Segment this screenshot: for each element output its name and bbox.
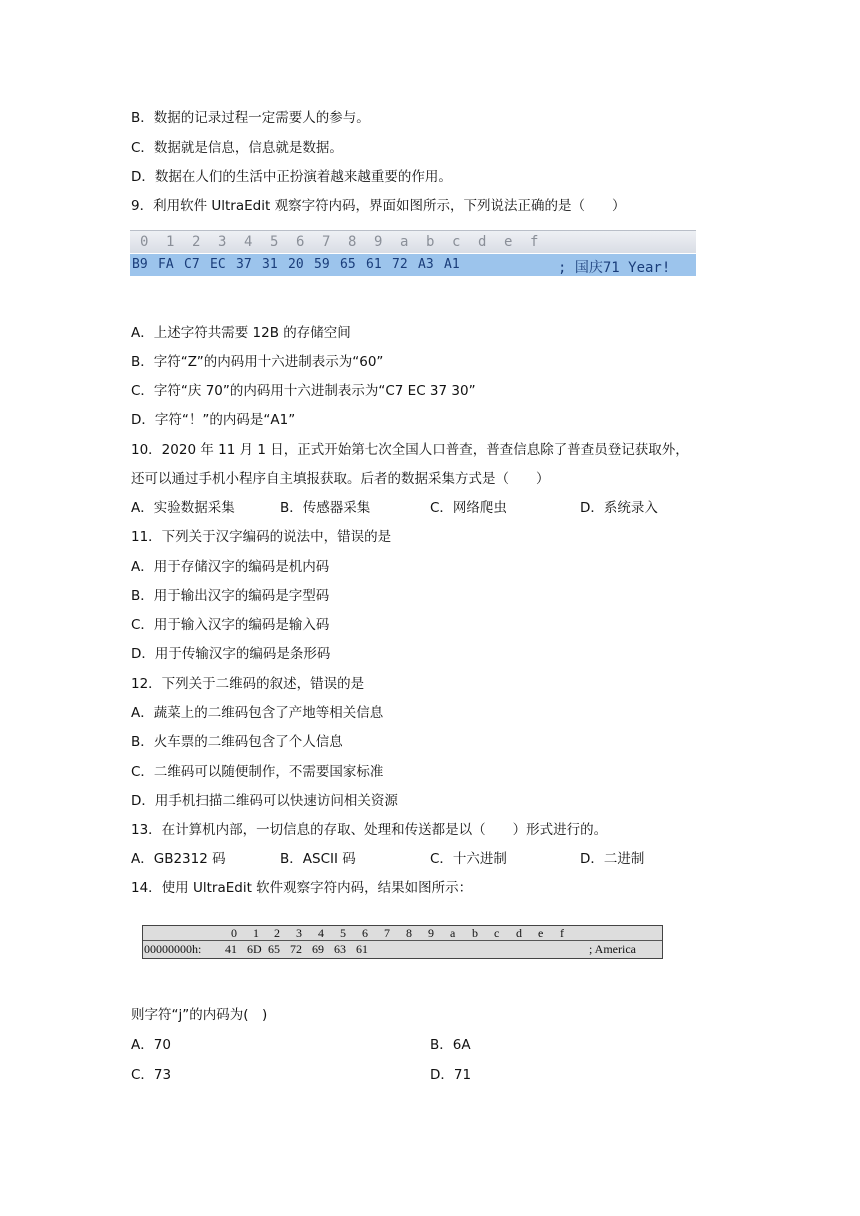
hex-col-label: 8 [406, 926, 412, 940]
hex-col-label: 6 [362, 926, 368, 940]
hex-col-label: 2 [192, 234, 201, 250]
hex-byte: A1 [444, 257, 460, 272]
hex-text-column: ; America [589, 942, 636, 956]
q9-option-b: B．字符“Z”的内码用十六进制表示为“60” [131, 354, 384, 370]
hex-col-label: 9 [428, 926, 434, 940]
hex-byte: EC [210, 257, 226, 272]
hex-data-row [130, 254, 696, 276]
q11-option-b: B．用于输出汉字的编码是字型码 [131, 588, 330, 604]
q10-stem-line2: 还可以通过手机小程序自主填报获取。后者的数据采集方式是（ ） [131, 471, 550, 487]
hex-col-label: 1 [253, 926, 259, 940]
q14-option: B．6A [430, 1037, 471, 1053]
hex-byte: FA [158, 257, 174, 272]
hex-byte: 72 [392, 257, 408, 272]
hex-byte: 31 [262, 257, 278, 272]
hex-col-label: d [478, 234, 487, 250]
q12-option-d: D．用手机扫描二维码可以快速访问相关资源 [131, 793, 398, 809]
hex-byte: 72 [290, 942, 302, 956]
hex-col-label: 9 [374, 234, 383, 250]
hex-col-label: 2 [274, 926, 280, 940]
q14-question: 则字符“j”的内码为( ) [131, 1007, 268, 1023]
hex-col-label: a [400, 234, 409, 250]
hex-col-label: 7 [384, 926, 390, 940]
q10-option: B．传感器采集 [280, 500, 371, 516]
q14-option: A．70 [131, 1037, 171, 1053]
q10-option: A．实验数据采集 [131, 500, 235, 516]
hex-col-label: 6 [296, 234, 305, 250]
q14-stem: 14．使用 UltraEdit 软件观察字符内码，结果如图所示： [131, 880, 473, 896]
hex-col-label: 3 [296, 926, 302, 940]
hex-byte: 37 [236, 257, 252, 272]
hex-col-label: 0 [231, 926, 237, 940]
q9-option-a: A．上述字符共需要 12B 的存储空间 [131, 325, 351, 341]
hex-col-label: 3 [218, 234, 227, 250]
hex-col-label: 5 [340, 926, 346, 940]
hex-text-column: ; 国庆71 Year! [558, 260, 671, 276]
q8-option-b: B．数据的记录过程一定需要人的参与。 [131, 110, 370, 126]
q11-option-c: C．用于输入汉字的编码是输入码 [131, 617, 330, 633]
q11-option-d: D．用于传输汉字的编码是条形码 [131, 646, 331, 662]
q10-option: C．网络爬虫 [430, 500, 507, 516]
q11-option-a: A．用于存储汉字的编码是机内码 [131, 559, 330, 575]
hex-col-label: 5 [270, 234, 279, 250]
hex-header-row [143, 926, 662, 941]
hex-col-label: 7 [322, 234, 331, 250]
hex-col-label: c [494, 926, 500, 940]
hex-col-label: 0 [140, 234, 149, 250]
hex-byte: 63 [334, 942, 346, 956]
hex-byte: 61 [366, 257, 382, 272]
hex-address: 00000000h: [144, 942, 202, 956]
q12-option-c: C．二维码可以随便制作，不需要国家标准 [131, 764, 384, 780]
hex-col-label: d [516, 926, 522, 940]
q13-stem: 13．在计算机内部，一切信息的存取、处理和传送都是以（ ）形式进行的。 [131, 822, 608, 838]
q11-stem: 11．下列关于汉字编码的说法中，错误的是 [131, 529, 392, 545]
q13-option: B．ASCII 码 [280, 851, 356, 867]
hex-byte: 59 [314, 257, 330, 272]
q9-option-d: D．字符“！”的内码是“A1” [131, 412, 296, 428]
hex-byte: B9 [132, 257, 148, 272]
hex-byte: A3 [418, 257, 434, 272]
hex-col-label: 1 [166, 234, 175, 250]
hex-byte: 61 [356, 942, 368, 956]
hex-col-label: 4 [318, 926, 324, 940]
q10-option: D．系统录入 [580, 500, 658, 516]
hex-col-label: 8 [348, 234, 357, 250]
hex-col-label: a [450, 926, 456, 940]
ultraedit-hex-view-2 [142, 925, 663, 959]
hex-byte: 65 [268, 942, 280, 956]
hex-byte: 20 [288, 257, 304, 272]
q9-stem: 9．利用软件 UltraEdit 观察字符内码，界面如图所示，下列说法正确的是（ ） [131, 198, 626, 214]
hex-data-row [143, 941, 662, 958]
hex-col-label: c [452, 234, 461, 250]
hex-col-label: e [504, 234, 513, 250]
hex-byte: 6D [247, 942, 262, 956]
q10-stem-line1: 10．2020 年 11 月 1 日，正式开始第七次全国人口普查，普查信息除了普查员登记获取外， [131, 442, 689, 458]
hex-col-label: b [426, 234, 435, 250]
hex-byte: C7 [184, 257, 200, 272]
hex-col-label: 4 [244, 234, 253, 250]
hex-col-label: f [560, 926, 564, 940]
q8-option-d: D．数据在人们的生活中正扮演着越来越重要的作用。 [131, 169, 452, 185]
q14-option: D．71 [430, 1067, 472, 1083]
hex-col-label: f [530, 234, 539, 250]
hex-byte: 69 [312, 942, 324, 956]
hex-header-row [130, 230, 696, 253]
q13-option: D．二进制 [580, 851, 645, 867]
q12-stem: 12．下列关于二维码的叙述，错误的是 [131, 676, 365, 692]
hex-col-label: e [538, 926, 544, 940]
q9-option-c: C．字符“庆 70”的内码用十六进制表示为“C7 EC 37 30” [131, 383, 476, 399]
q12-option-b: B．火车票的二维码包含了个人信息 [131, 734, 343, 750]
q13-option: A．GB2312 码 [131, 851, 226, 867]
hex-byte: 41 [225, 942, 237, 956]
hex-byte: 65 [340, 257, 356, 272]
q14-option: C．73 [131, 1067, 172, 1083]
hex-col-label: b [472, 926, 478, 940]
q13-option: C．十六进制 [430, 851, 507, 867]
q8-option-c: C．数据就是信息，信息就是数据。 [131, 140, 343, 156]
q12-option-a: A．蔬菜上的二维码包含了产地等相关信息 [131, 705, 384, 721]
ultraedit-hex-view-1 [130, 230, 696, 276]
